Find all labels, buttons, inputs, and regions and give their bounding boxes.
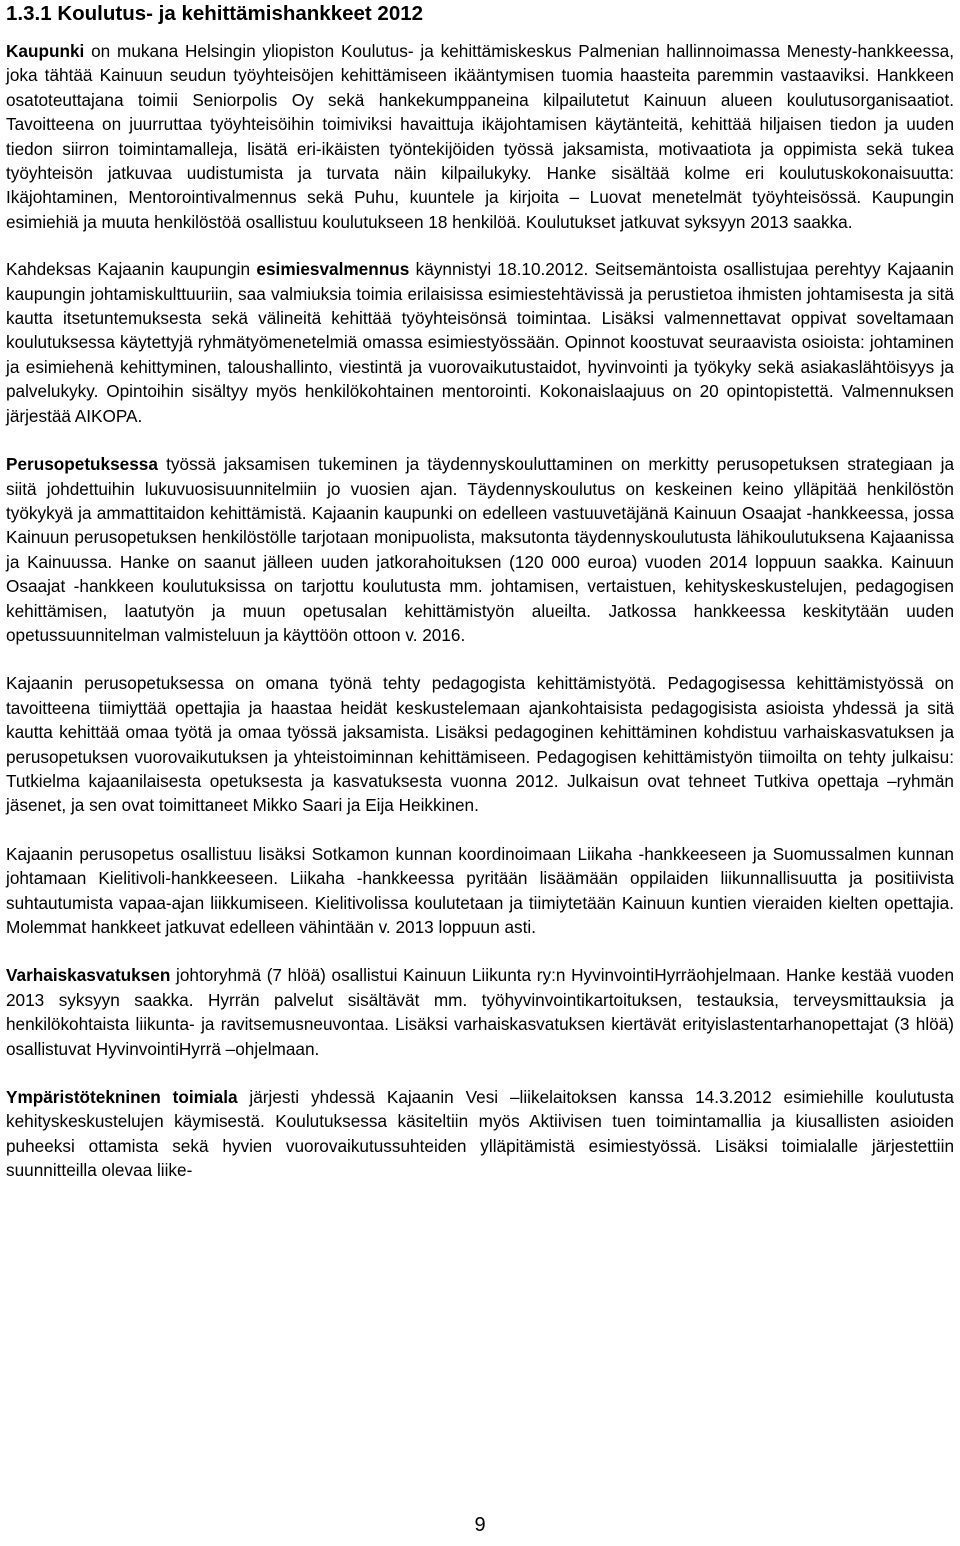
- paragraph-lead: Perusopetuksessa: [6, 454, 158, 475]
- paragraph-text: työssä jaksamisen tukeminen ja täydennyskouluttaminen on merkitty perusopetuksen strategiaan ja siitä johdettuihin lukuvuosisuunnitelmiin jo vuosien ajan. Täydennyskoulutus on keskeinen keino ylläpitää henkilöstön työkykyä ja ammattitaidon kehittämistä. Kajaanin kaupunki on edelleen vastuuvetäjänä Kainuun Osaajat -hankkeessa, jossa Kainuun perusopetuksen henkilöstölle tarjotaan monipuolista, maksutonta täydennyskoulutusta lähikoulutuksena Kajaanissa ja Kainuussa. Hanke on saanut jälleen uuden jatkorahoituksen (120 000 euroa) vuoden 2014 loppuun saakka. Kainuun Osaajat -hankkeen koulutuksissa on tarjottu koulutusta mm. johtamisen, vertaistuen, kehityskeskustelujen, pedagogisen kehittämisen, laatutyön ja muun opetusalan kehittämistyön alueilta. Jatkossa hankkeessa keskitytään uuden opetussuunnitelman valmisteluun ja käyttöön ottoon v. 2016.: [6, 454, 954, 645]
- paragraph-lead: Varhaiskasvatuksen: [6, 965, 171, 986]
- spacer: [6, 234, 954, 257]
- paragraph-text: Kahdeksas Kajaanin kaupungin: [6, 259, 257, 280]
- paragraph-text: järjesti yhdessä Kajaanin Vesi –liikelaitoksen kanssa 14.3.2012 esimiehille koulutusta kehityskeskustelujen käymisestä. Koulutuksessa käsiteltiin myös Aktiivisen tuen toimintamallia ja kiusallisten asioiden puheeksi ottamista sekä hyvien vuorovaikutussuhteiden ylläpitämistä esimiestyössä. Lisäksi toimialalle järjestettiin suunnitteilla olevaa liike-: [6, 1087, 954, 1181]
- paragraph-text: johtoryhmä (7 hlöä) osallistui Kainuun Liikunta ry:n HyvinvointiHyrräohjelmaan. Hanke kestää vuoden 2013 syksyyn saakka. Hyrrän palvelut sisältävät mm. työhyvinvointikartoituksen, testauksia, terveysmittauksia ja henkilökohtaista liikunta- ja ravitsemusneuvontaa. Lisäksi varhaiskasvatuksen kiertävät erityislastentarhanopettajat (3 hlöä) osallistuvat HyvinvointiHyrrä –ohjelmaan.: [6, 965, 954, 1059]
- paragraph-ymparistotekninen: [6, 1085, 954, 1183]
- paragraph-pedagoginen-kehittaminen: [6, 671, 954, 817]
- paragraph-text: Kajaanin perusopetus osallistuu lisäksi Sotkamon kunnan koordinoimaan Liikaha -hankkeeseen ja Suomussalmen kunnan johtamaan Kielitivoli-hankkeeseen. Liikaha -hankkeessa pyritään lisäämään oppilaiden liikunnallisuutta ja positiivista suhtautumista vapaa-ajan liikkumiseen. Kielitivolissa koulutetaan ja tiimiytetään Kainuun kuntien vieraiden kielten opettajia. Molemmat hankkeet jatkuvat edelleen vähintään v. 2013 loppuun asti.: [6, 843, 954, 937]
- section-heading: [6, 0, 954, 27]
- paragraph-liikaha-kielitivoli: [6, 842, 954, 940]
- paragraph-lead: Kaupunki: [6, 41, 85, 61]
- document-page: [6, 0, 954, 1183]
- paragraph-varhaiskasvatus: [6, 963, 954, 1061]
- spacer: [6, 647, 954, 671]
- paragraph-text: käynnistyi 18.10.2012. Seitsemäntoista osallistujaa perehtyy Kajaanin kaupungin johtamiskulttuuriin, saa valmiuksia toimia erilaisissa esimiestehtävissä ja perustietoa ihmisten johtamisesta ja sitä kautta itsetuntemuksesta sekä välineitä kehittää työyhteisönsä toimintaa. Lisäksi valmennettavat oppivat soveltamaan koulutuksessa käytettyjä ryhmätyömenetelmiä omassa esimiestyössään. Opinnot koostuvat seuraavista osioista: johtaminen ja esimiehenä kehittyminen, taloushallinto, viestintä ja vuorovaikutustaidot, hyvinvointi ja työkyky sekä asiakaslähtöisyys ja palvelukyky. Opintoihin sisältyy myös henkilökohtainen mentorointi. Kokonaislaajuus on 20 opintopistettä. Valmennuksen järjestää AIKOPA.: [6, 259, 954, 426]
- paragraph-esimiesvalmennus: [6, 257, 954, 428]
- spacer: [6, 428, 954, 452]
- paragraph-text: Kajaanin perusopetuksessa on omana työnä tehty pedagogista kehittämistyötä. Pedagogisessa kehittämistyössä on tavoitteena tiimiyttää opettajia ja haastaa heidät keskustelemaan ajankohtaisista pedagogisista asioista yhdessä ja sitä kautta kehittää omaa työtä ja omaa työssä jaksamista. Lisäksi pedagoginen kehittäminen kohdistuu varhaiskasvatuksen ja perusopetuksen vuorovaikutuksen ja yhteistoiminnan kehittämiseen. Pedagogisen kehittämistyön tiimoilta on tehty julkaisu: Tutkielma kajaanilaisesta opetuksesta ja kasvatuksesta vuonna 2012. Julkaisun ovat tehneet Tutkiva opettaja –ryhmän jäsenet, ja sen ovat toimittaneet Mikko Saari ja Eija Heikkinen.: [6, 673, 954, 816]
- paragraph-perusopetuksessa: [6, 452, 954, 647]
- spacer: [6, 1061, 954, 1085]
- section-number: 1.3.1: [6, 2, 52, 25]
- page-number: 9: [474, 1514, 486, 1536]
- spacer: [6, 939, 954, 963]
- spacer: [6, 818, 954, 842]
- paragraph-kaupunki: [6, 39, 954, 234]
- section-title: Koulutus- ja kehittämishankkeet 2012: [57, 2, 424, 25]
- paragraph-text: on mukana Helsingin yliopiston Koulutus- ja kehittämiskeskus Palmenian hallinnoimassa Menesty-hankkeessa, joka tähtää Kainuun seudun työyhteisöjen kehittämiseen ikääntymisen tuomia haasteita paremmin vastaaviksi. Hankkeen osatoteuttajana toimii Seniorpolis Oy sekä hankekumppaneina kilpailutetut Kainuun alueen koulutusorganisaatiot. Tavoitteena on juurruttaa työyhteisöihin toimiviksi havaittuja ikäjohtamisen käytänteitä, kehittää hiljaisen tiedon ja uuden tiedon siirron toimintamalleja, lisätä eri-ikäisten työntekijöiden työssä jaksamista, motivaatiota ja oppimista sekä tukea työyhteisön jatkuvaa uudistumista ja turvata näin kilpailukyky. Hanke sisältää kolme eri koulutuskokonaisuutta: Ikäjohtaminen, Mentorointivalmennus sekä Puhu, kuuntele ja kirjoita – Luovat menetelmät työyhteisössä. Kaupungin esimiehiä ja muuta henkilöstöä osallistuu koulutukseen 18 henkilöä. Koulutukset jatkuvat syksyyn 2013 saakka.: [6, 41, 954, 232]
- paragraph-lead: Ympäristötekninen toimiala: [6, 1087, 238, 1108]
- spacer: [6, 27, 954, 39]
- paragraph-bold-term: esimiesvalmennus: [256, 259, 410, 280]
